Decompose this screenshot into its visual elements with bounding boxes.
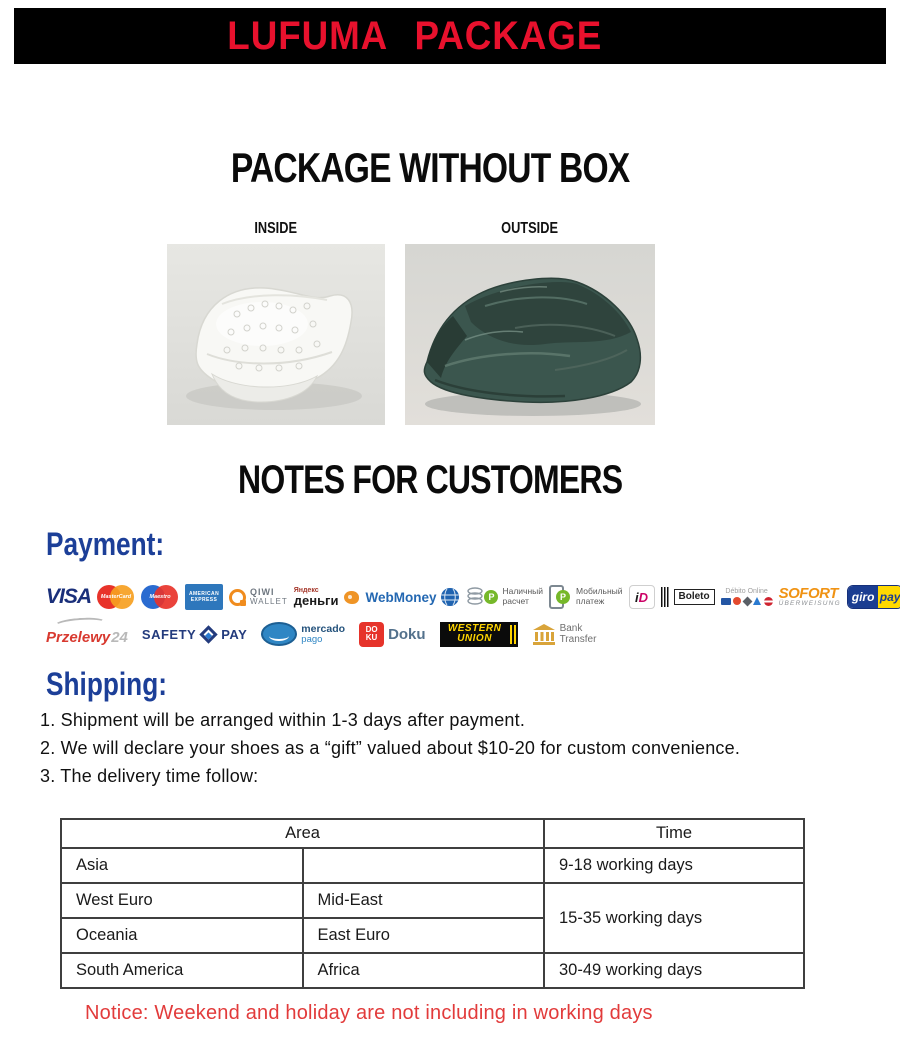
payment-logos-row-1: [46, 580, 900, 614]
giropay-icon: giro pay: [847, 585, 900, 609]
payment-method-sofort: SOFORT ÜBERWEISUNG: [778, 584, 841, 608]
shipping-note-1: 1. Shipment will be arranged within 1-3 days after payment.: [40, 710, 526, 730]
area-cell: Mid-East: [303, 883, 545, 918]
payment-method-webmoney: WebMoney: [365, 581, 460, 613]
page-title: LUFUMA PACKAGE: [227, 13, 603, 58]
mobile-phone-icon: Р: [549, 585, 564, 609]
working-days-notice: Notice: Weekend and holiday are not including in working days: [85, 1002, 653, 1024]
payment-method-giropay: [847, 581, 900, 613]
safetypay-diamond-icon: [200, 625, 218, 643]
green-plastic-bag-image: [405, 244, 655, 425]
area-cell: East Euro: [303, 918, 545, 953]
payment-method-ideal: [629, 581, 655, 613]
shipping-note-3: 3. The delivery time follow:: [40, 766, 259, 786]
table-row: [61, 953, 804, 988]
webmoney-globe-icon: [440, 587, 460, 607]
time-cell: 30-49 working days: [544, 953, 804, 988]
payment-method-bank-transfer: Bank Transfer: [532, 618, 597, 650]
handshake-icon: [261, 622, 297, 646]
qiwi-q-icon: [229, 589, 246, 606]
bank-building-icon: [532, 622, 556, 646]
notes-section-heading: NOTES FOR CUSTOMERS: [237, 458, 623, 502]
payment-method-western-union: [440, 618, 518, 650]
doku-icon: DO KU: [359, 622, 384, 647]
area-header-cell: Area: [61, 819, 544, 848]
area-cell: Asia: [61, 848, 303, 883]
area-cell: South America: [61, 953, 303, 988]
payment-logos-row-2: [46, 617, 596, 651]
yandex-purse-icon: [344, 591, 359, 604]
shipping-notes-list: [40, 710, 870, 794]
visa-logo: VISA: [46, 585, 92, 608]
payment-method-doku: DO KU Doku: [359, 618, 426, 650]
outside-package-photo: [405, 244, 655, 425]
table-row: [61, 883, 804, 918]
debito-card-icons: [721, 597, 773, 606]
western-union-icon: WESTERN UNION: [440, 622, 518, 647]
area-cell: [303, 848, 545, 883]
inside-package-photo: [167, 244, 385, 425]
title-banner: [14, 8, 886, 64]
shipping-note-2: 2. We will declare your shoes as a “gift” valued about $10-20 for custom convenience.: [40, 738, 741, 758]
payment-method-boleto: Boleto: [661, 581, 715, 613]
payment-method-maestro: [141, 581, 179, 613]
table-header-row: [61, 819, 804, 848]
maestro-circles-icon: Maestro: [141, 584, 179, 610]
payment-method-mastercard: [97, 581, 135, 613]
payment-method-cash: Р Наличный расчет: [466, 581, 543, 613]
time-cell: 9-18 working days: [544, 848, 804, 883]
payment-method-przelewy24: Przelewy 24: [46, 618, 128, 650]
mastercard-circles-icon: MasterCard: [97, 584, 135, 610]
table-row: [61, 848, 804, 883]
outside-label: OUTSIDE: [501, 220, 559, 237]
payment-method-mercado-pago: mercado pago: [261, 618, 345, 650]
inside-label: INSIDE: [254, 220, 298, 237]
shipping-heading: Shipping:: [46, 666, 167, 702]
area-cell: Oceania: [61, 918, 303, 953]
payment-method-qiwi: QIWI WALLET: [229, 581, 288, 613]
time-cell: 15-35 working days: [544, 883, 804, 953]
american-express-icon: AMERICAN EXPRESS: [185, 584, 223, 610]
payment-method-amex: [185, 581, 223, 613]
payment-method-mobile: Р Мобильный платеж: [549, 581, 622, 613]
barcode-icon: [661, 587, 670, 607]
payment-method-safetypay: SAFETY PAY: [141, 626, 248, 642]
time-header-cell: Time: [544, 819, 804, 848]
payment-heading: Payment:: [46, 526, 165, 562]
delivery-time-table: [60, 818, 805, 989]
package-section-heading: PACKAGE WITHOUT BOX: [230, 144, 630, 191]
payment-method-yandex-money: Яндекс деньги: [294, 581, 360, 613]
payment-method-debito-online: Débito Online: [721, 581, 773, 613]
bubble-wrap-pillow-image: [167, 244, 385, 425]
payment-method-visa: [46, 581, 91, 613]
ideal-icon: i D: [629, 585, 655, 609]
ruble-badge-icon: Р: [484, 590, 498, 604]
area-cell: West Euro: [61, 883, 303, 918]
area-cell: Africa: [303, 953, 545, 988]
